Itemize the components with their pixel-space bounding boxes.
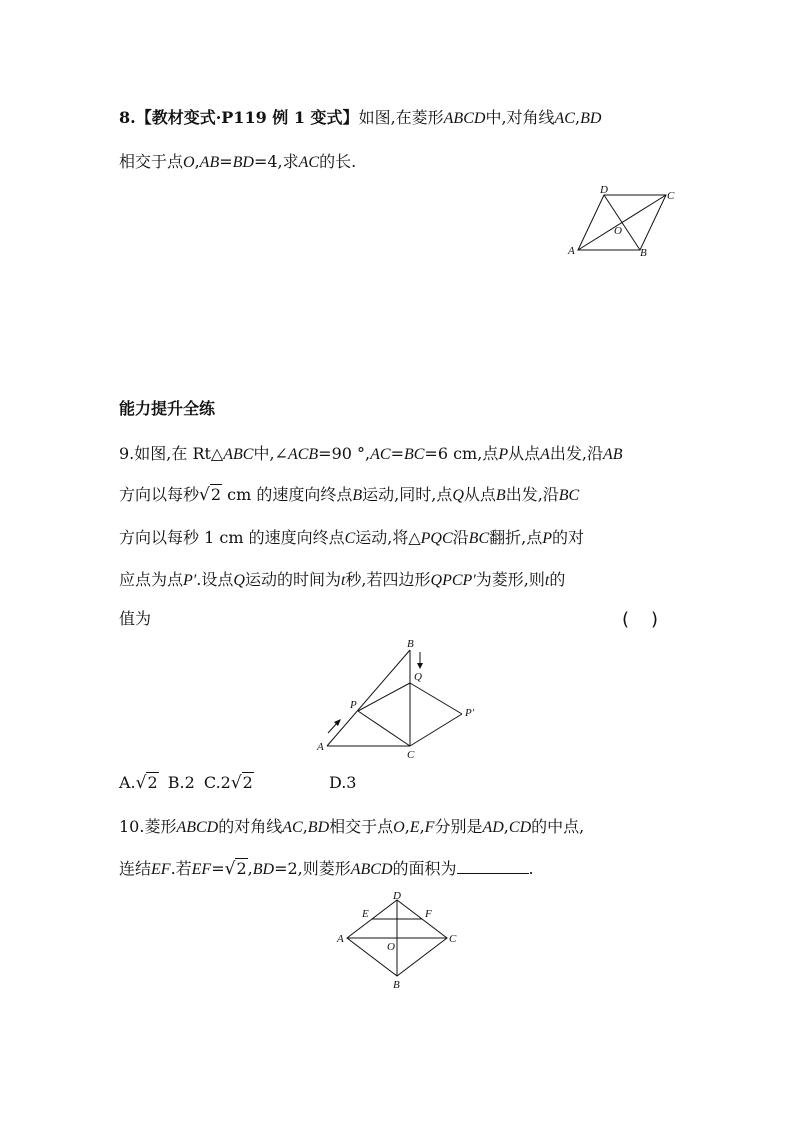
label-o: O [614,225,622,237]
var-ef: EF [151,861,171,878]
answer-parentheses: () [622,609,681,630]
option-d: D.3 [328,773,357,792]
q10-text: , [419,817,425,836]
label-q: Q [414,671,422,683]
diagonal-bd [604,195,640,250]
var-a: A [540,446,550,463]
q8-line-2 [119,152,356,173]
var-ac: AC [370,446,391,463]
q9-triangle-figure [310,636,490,764]
q8-text: =4,求 [253,152,299,171]
q9-text: 运动的时间为 [244,570,341,589]
label-e: E [362,908,369,920]
q9-text: 为菱形,则 [475,570,545,589]
sqrt-2 [231,773,254,793]
radicand: 2 [210,485,222,504]
radical-sign: √ [135,773,147,793]
var-bc: BC [558,487,580,504]
q9-text: 出发,沿 [505,485,559,504]
segment-ab [327,650,410,746]
label-a: A [317,741,324,753]
var-acb: ACB [287,446,319,463]
q9-text: 方向以每秒 [119,485,200,504]
q10-line-2 [119,859,534,880]
q10-text: , [404,817,410,836]
q10-text: , [503,817,509,836]
radicand: 2 [242,773,253,792]
var-b: B [495,487,506,504]
sqrt-2 [225,859,248,879]
var-abcd: ABCD [350,861,393,878]
q9-text: 运动,将△ [355,528,421,547]
q10-text: 的面积为 [392,859,457,878]
q10-text: , [302,817,308,836]
label-c: C [407,749,415,761]
q10-text: = [211,859,225,878]
q10-text: 的中点, [531,817,585,836]
var-b: B [352,487,363,504]
q9-line-4 [119,570,565,591]
var-abcd: ABCD [176,819,219,836]
arrow-down-icon [417,663,423,669]
option-b: B.2 [167,773,195,792]
q9-line-2 [119,485,579,506]
segment-pc [358,711,410,746]
var-bd: BD [307,819,330,836]
section-title: 能力提升全练 [119,399,216,418]
radicand: 2 [147,773,158,792]
label-p-prime: P′ [465,707,475,719]
q10-text: =2,则菱形 [274,859,351,878]
q8-rhombus-figure [560,180,690,265]
q9-text: 出发,沿 [549,444,603,463]
label-o: O [387,941,395,953]
var-p: P [542,530,552,547]
q9-text: 的对 [552,528,585,547]
q9-text: =90 °, [318,444,371,463]
var-q: Q [233,572,245,589]
var-bc: BC [403,446,425,463]
var-bc: BC [468,530,490,547]
q8-text: 相交于点 [119,152,184,171]
var-ac: AC [554,110,575,127]
var-t: t [544,572,550,589]
var-cd: CD [508,819,532,836]
q9-text: 从点 [463,485,496,504]
q9-text: = [390,444,404,463]
q9-text: 翻折,点 [489,528,543,547]
q10-text: 连结 [119,859,152,878]
answer-blank[interactable] [457,859,529,874]
var-abcd: ABCD [443,110,486,127]
q8-line-1 [119,108,601,129]
var-e: E [409,819,420,836]
q8-text: 中,对角线 [485,108,555,127]
q10-text: 分别是 [434,817,483,836]
var-ab: AB [603,446,623,463]
var-pqc: PQC [420,530,453,547]
label-d: D [600,184,608,196]
var-q: Q [452,487,464,504]
q9-text: .设点 [196,570,234,589]
segment-qp-prime [410,683,462,714]
q9-line-5: 值为 [119,609,152,628]
q9-line-1 [119,444,623,465]
q8-text: , [574,108,581,127]
var-bd: BD [580,110,602,127]
var-ac: AC [298,154,320,171]
q9-text: 9.如图,在 Rt△ [119,444,224,463]
var-f: F [424,819,435,836]
label-a: A [568,245,575,257]
label-c: C [667,190,675,202]
radical-sign: √ [199,485,210,505]
q9-line-3 [119,528,584,549]
q8-text: 的长. [319,152,357,171]
segment-p-prime-c [410,714,462,746]
var-abc: ABC [223,446,254,463]
q10-line-1 [119,817,584,838]
q9-text: 运动,同时,点 [362,485,453,504]
sqrt-2 [199,485,222,505]
q9-options [119,773,356,793]
var-bd: BD [252,861,275,878]
q8-text: 如图,在菱形 [358,108,444,127]
label-d: D [393,890,401,902]
label-b: B [393,979,400,990]
q9-text: cm 的速度向终点 [222,485,353,504]
q9-text: 沿 [452,528,469,547]
radical-sign: √ [230,773,242,793]
var-bd: BD [232,154,254,171]
var-qpcp: QPCP′ [430,572,476,589]
q9-text: =6 cm,点 [424,444,499,463]
segment-pq [358,683,410,711]
q8-text: = [219,152,233,171]
var-ab: AB [199,154,220,171]
q9-text: 的 [549,570,566,589]
q10-text: , [247,859,253,878]
q8-text: , [194,152,200,171]
q10-text: .若 [170,859,192,878]
var-ef: EF [191,861,212,878]
sqrt-2 [136,773,159,793]
var-o: O [183,154,195,171]
var-t: t [340,572,346,589]
var-ac: AC [282,819,303,836]
label-f: F [425,908,432,920]
label-p: P [350,699,357,711]
q9-text: 秒,若四边形 [345,570,431,589]
q10-text: 10.菱形 [119,817,177,836]
label-a: A [337,933,344,945]
var-p: P [498,446,509,463]
q10-rhombus-figure [330,890,465,990]
q10-text: 相交于点 [329,817,394,836]
label-b: B [407,638,414,650]
q10-text: 的对角线 [218,817,283,836]
q8-number: 8. [119,108,136,127]
label-c: C [449,933,457,945]
label-b: B [640,247,647,259]
radical-sign: √ [224,859,236,879]
var-p-prime: P′ [183,572,197,589]
q9-text: 从点 [508,444,541,463]
q9-text: 中,∠ [253,444,288,463]
q9-text: 方向以每秒 1 cm 的速度向终点 [119,528,345,547]
var-ad: AD [482,819,504,836]
var-c: C [344,530,356,547]
option-c-label: C.2 [203,773,231,792]
q9-text: 应点为点 [119,570,184,589]
radicand: 2 [236,859,247,878]
option-a-label: A. [119,773,136,792]
q8-tag: 【教材变式·P119 例 1 变式】 [135,108,359,127]
var-o: O [393,819,405,836]
q10-text: . [528,859,534,878]
